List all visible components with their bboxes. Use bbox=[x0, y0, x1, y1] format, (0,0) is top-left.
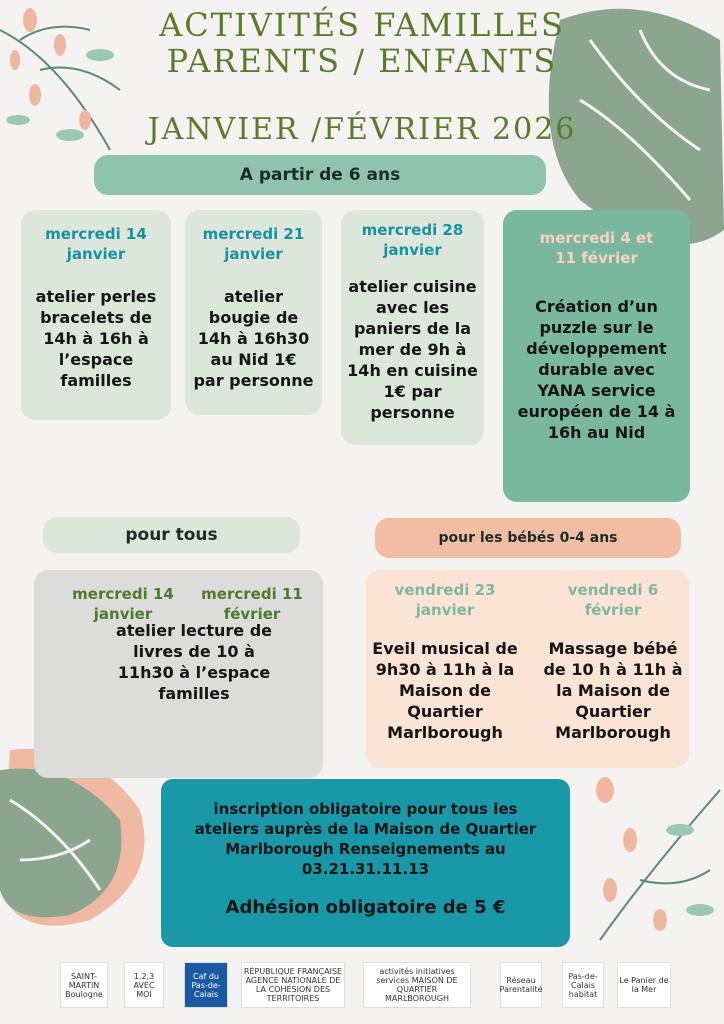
card-date: vendredi 23 janvier bbox=[394, 581, 496, 619]
card-mercredi-14 bbox=[21, 210, 171, 420]
pill-pour-tous: pour tous bbox=[43, 517, 300, 553]
logo-caf: Caf du Pas-de-Calais bbox=[184, 962, 228, 1008]
card-text: atelier bougie de 14h à 16h30 au Nid 1€ par personne bbox=[193, 287, 314, 390]
pill-bebes: pour les bébés 0-4 ans bbox=[375, 518, 681, 558]
logo-123-avec-moi: 1.2.3 AVEC MOI bbox=[124, 962, 164, 1008]
card-date-2: mercredi 11 février bbox=[201, 585, 303, 623]
card-date-1: mercredi 14 janvier bbox=[72, 585, 174, 623]
card-date: mercredi 28 janvier bbox=[361, 221, 464, 259]
card-pour-tous bbox=[34, 570, 323, 778]
card-date: mercredi 4 et 11 février bbox=[539, 229, 654, 267]
card-date: mercredi 21 janvier bbox=[202, 225, 305, 263]
title-line-2: PARENTS / ENFANTS bbox=[166, 42, 558, 80]
card-mercredi-21 bbox=[185, 210, 322, 415]
card-text: Création d’un puzzle sur le développement durable avec YANA service européen de 14 à 16h au Nid bbox=[517, 297, 676, 442]
period-title: JANVIER /FÉVRIER 2026 bbox=[147, 112, 577, 147]
card-text: atelier perles bracelets de 14h à 16h à l’espace familles bbox=[35, 287, 157, 390]
logo-maison-quartier: activités initiatives services MAISON DE QUARTIER MARLBOROUGH bbox=[363, 962, 471, 1008]
adhesion-text: Adhésion obligatoire de 5 € bbox=[225, 897, 506, 918]
card-mercredi-4-11 bbox=[503, 210, 690, 502]
card-text: atelier cuisine avec les paniers de la mer de 9h à 14h en cuisine 1€ par personne bbox=[347, 277, 478, 422]
pill-6-ans: A partir de 6 ans bbox=[94, 155, 546, 195]
card-text: atelier lecture de livres de 10 à 11h30 à l’espace familles bbox=[115, 621, 273, 703]
logo-anct: RÉPUBLIQUE FRANÇAISE AGENCE NATIONALE DE LA COHÉSION DES TERRITOIRES bbox=[241, 962, 345, 1008]
info-text: inscription obligatoire pour tous les ateliers auprès de la Maison de Quartier Marlborough Renseignements au 03.21.31.11.13 bbox=[194, 800, 537, 878]
logo-pdc-habitat: Pas-de-Calais habitat bbox=[562, 962, 604, 1008]
card-text: Massage bébé de 10 h à 11h à la Maison de Quartier Marlborough bbox=[543, 639, 683, 742]
info-block bbox=[161, 779, 570, 947]
card-mercredi-28 bbox=[341, 210, 484, 445]
card-date: mercredi 14 janvier bbox=[45, 225, 147, 263]
leaf-branch-bottom-right-icon bbox=[580, 770, 724, 950]
card-text: Eveil musical de 9h30 à 11h à la Maison de Quartier Marlborough bbox=[372, 639, 518, 742]
card-bebes bbox=[366, 570, 689, 768]
logo-reseau-parentalite: Réseau Parentalité bbox=[500, 962, 542, 1008]
card-date: vendredi 6 février bbox=[567, 581, 659, 619]
logo-panier-de-la-mer: Le Panier de la Mer bbox=[617, 962, 671, 1008]
title-line-1: ACTIVITÉS FAMILLES bbox=[159, 6, 565, 44]
logo-saint-martin: SAINT-MARTIN Boulogne bbox=[60, 962, 108, 1008]
